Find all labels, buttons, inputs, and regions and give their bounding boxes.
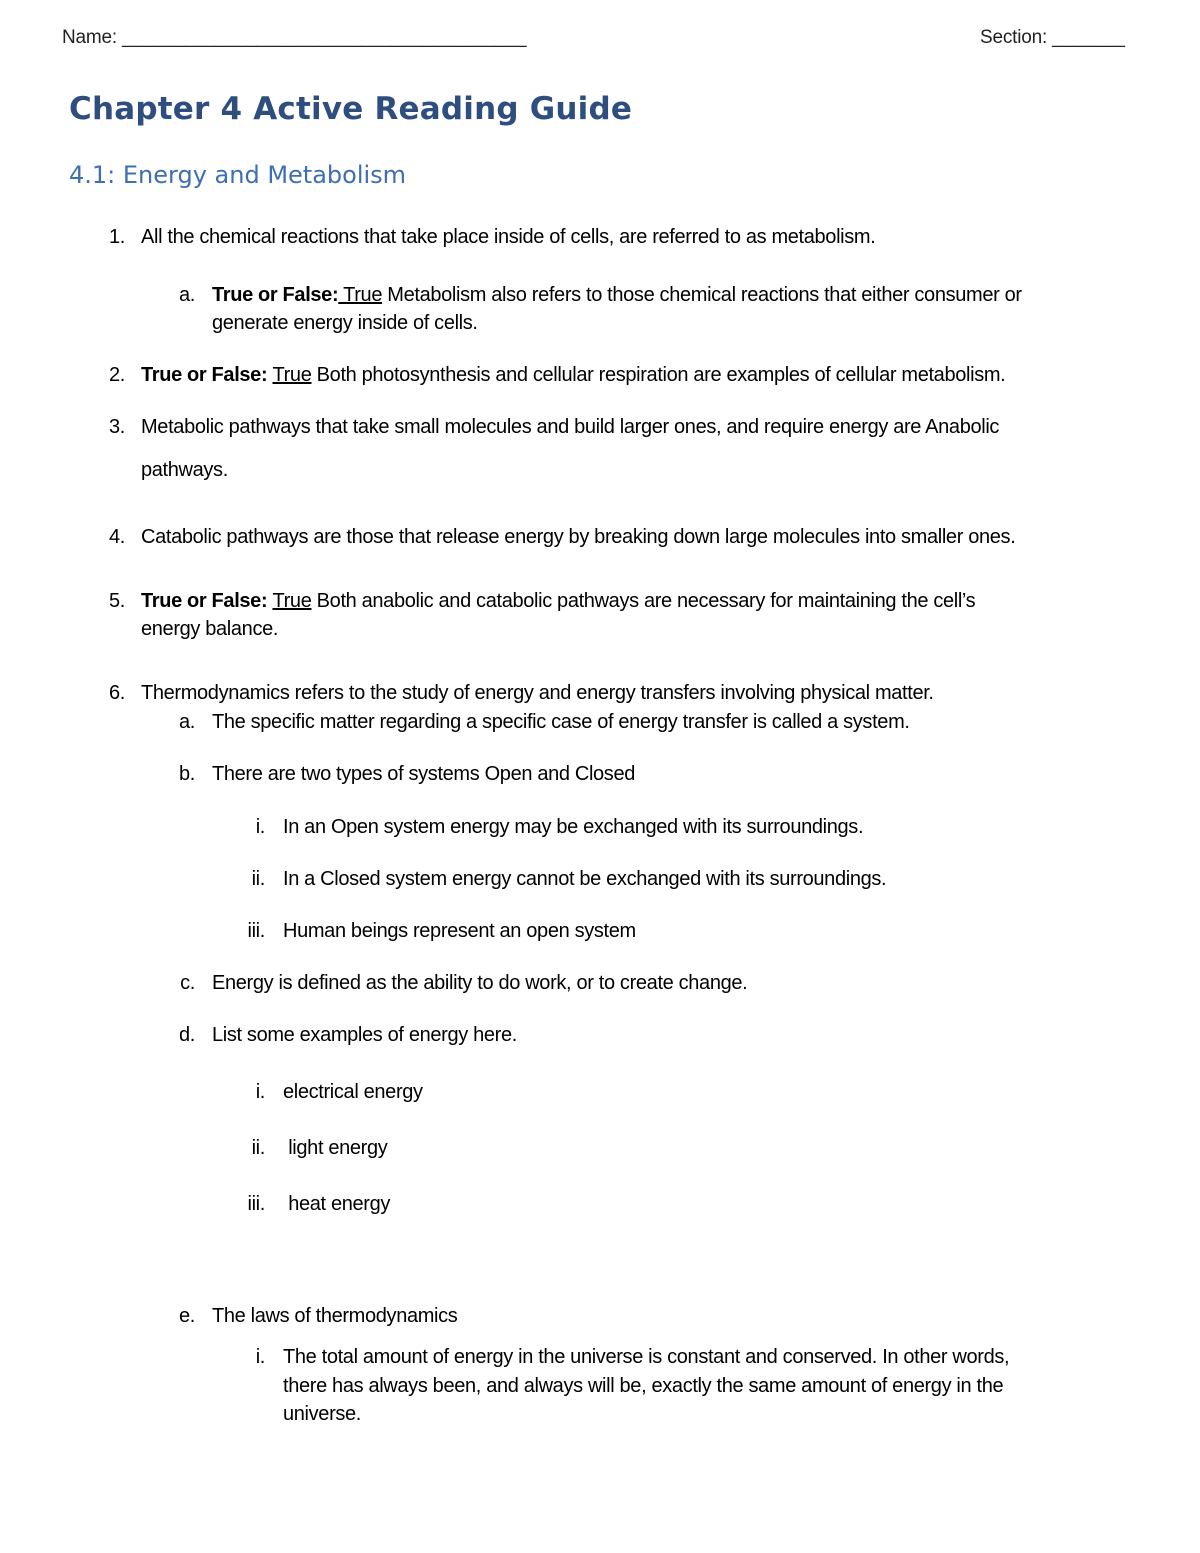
list-item-text: List some examples of energy here.	[212, 1024, 517, 1046]
list-roman: i.	[255, 1346, 265, 1368]
list-item-text: Human beings represent an open system	[283, 920, 636, 942]
list-item-text: The specific matter regarding a specific case of energy transfer is called a system.	[212, 711, 910, 733]
name-field-label: Name: _______________________________________	[62, 27, 527, 48]
list-letter: b.	[179, 763, 195, 785]
list-item-text: There are two types of systems Open and Closed	[212, 763, 636, 785]
list-letter: a.	[179, 711, 195, 733]
list-number: 2.	[109, 364, 125, 386]
list-letter: c.	[180, 972, 195, 994]
list-item-text-line2: energy balance.	[141, 618, 279, 640]
page-title: Chapter 4 Active Reading Guide	[69, 91, 633, 127]
list-item-text: electrical energy	[283, 1081, 423, 1103]
true-false-label: True or False	[141, 590, 261, 612]
list-letter: e.	[179, 1305, 195, 1327]
colon: :	[260, 364, 273, 386]
answer-text: True	[338, 284, 383, 306]
list-item-text-line2: generate energy inside of cells.	[212, 312, 478, 334]
list-number: 1.	[109, 226, 125, 248]
list-item-text-line3: universe.	[283, 1403, 362, 1425]
list-item-text: light energy	[283, 1137, 388, 1159]
list-item-text: heat energy	[283, 1193, 390, 1215]
list-roman: i.	[255, 816, 265, 838]
list-item-text-line1: The total amount of energy in the universe is constant and conserved. In other words,	[283, 1346, 1010, 1368]
list-item-text-line1: Metabolic pathways that take small molecules and build larger ones, and require energy are Anabolic	[141, 416, 1000, 438]
colon: :	[260, 590, 273, 612]
list-roman: i.	[255, 1081, 265, 1103]
list-letter: d.	[179, 1024, 195, 1046]
list-item-text: In an Open system energy may be exchanged with its surroundings.	[283, 816, 864, 838]
true-false-label: True or False	[141, 364, 261, 386]
list-roman: iii.	[247, 920, 265, 942]
list-item-text: All the chemical reactions that take place inside of cells, are referred to as metabolism.	[141, 226, 876, 248]
list-roman: iii.	[247, 1193, 265, 1215]
list-item-text-line2: there has always been, and always will be, exactly the same amount of energy in the	[283, 1375, 1004, 1397]
list-number: 6.	[109, 682, 125, 704]
list-roman: ii.	[251, 1137, 265, 1159]
list-item-text-rest: Both photosynthesis and cellular respiration are examples of cellular metabolism.	[311, 364, 1006, 386]
list-item-text-line2: pathways.	[141, 459, 228, 481]
answer-text: True	[272, 364, 312, 386]
list-item-text-line1: Both anabolic and catabolic pathways are necessary for maintaining the cell’s	[311, 590, 976, 612]
list-item-text: Catabolic pathways are those that release energy by breaking down large molecules into smaller ones.	[141, 526, 1016, 548]
list-number: 3.	[109, 416, 125, 438]
list-item-text: The laws of thermodynamics	[212, 1305, 458, 1327]
list-roman: ii.	[251, 868, 265, 890]
colon: :	[331, 284, 339, 306]
list-item-text	[141, 361, 1005, 389]
list-item-text	[141, 587, 975, 615]
list-letter: a.	[179, 284, 195, 306]
list-number: 5.	[109, 590, 125, 612]
section-heading: 4.1: Energy and Metabolism	[69, 161, 407, 189]
list-item-text: In a Closed system energy cannot be exchanged with its surroundings.	[283, 868, 887, 890]
list-item-text	[212, 281, 1022, 309]
list-item-text: Thermodynamics refers to the study of energy and energy transfers involving physical matter.	[141, 682, 934, 704]
true-false-label: True or False	[212, 284, 332, 306]
section-field-label: Section: _______	[980, 27, 1125, 48]
answer-text: True	[272, 590, 312, 612]
list-item-text: Energy is defined as the ability to do work, or to create change.	[212, 972, 748, 994]
list-item-text-line1: Metabolism also refers to those chemical reactions that either consumer or	[382, 284, 1022, 306]
list-number: 4.	[109, 526, 125, 548]
